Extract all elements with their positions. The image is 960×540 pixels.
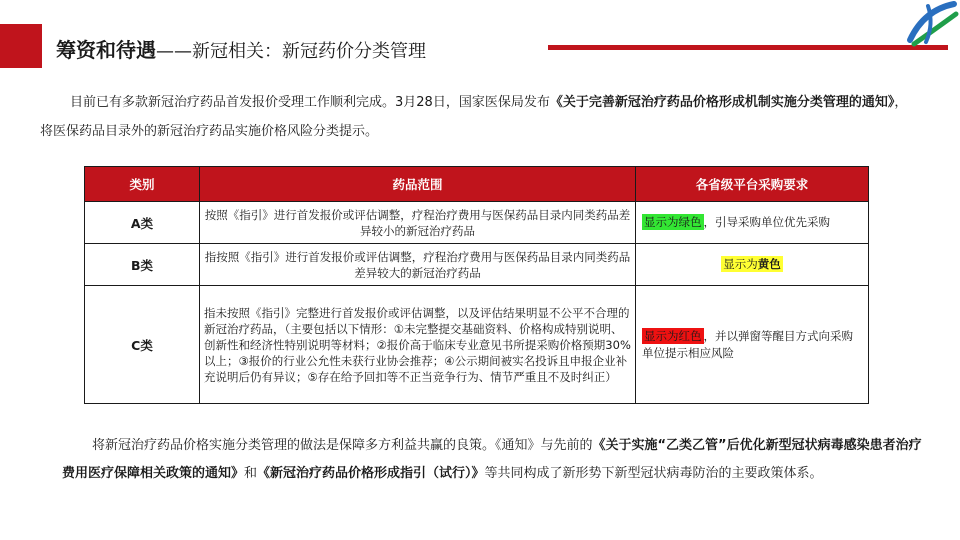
brand-logo-icon bbox=[904, 0, 960, 48]
conclusion-paragraph bbox=[62, 432, 922, 488]
table-row bbox=[85, 244, 869, 286]
requirement-color-word: 黄色 bbox=[757, 257, 781, 271]
row-requirement bbox=[636, 244, 869, 286]
header-category: 类别 bbox=[85, 167, 200, 202]
intro-notice-title: 《关于完善新冠治疗药品价格形成机制实施分类管理的通知》 bbox=[549, 95, 895, 110]
header-accent-block bbox=[0, 24, 42, 68]
intro-text-2: ，将医保药品目录外的新冠治疗药品实施价格风险分类提示。 bbox=[40, 95, 908, 139]
conclusion-notice-title-1: 《关于实施“乙类乙管”后优化新型冠状病毒感染患者治疗费用医疗保障相关政策的通知》 bbox=[62, 438, 922, 481]
title-underline bbox=[548, 45, 948, 50]
requirement-text: ，并以弹窗等醒目方式向采购单位提示相应风险 bbox=[642, 328, 853, 360]
header-scope: 药品范围 bbox=[200, 167, 636, 202]
row-requirement bbox=[636, 202, 869, 244]
intro-paragraph bbox=[40, 88, 920, 146]
row-category: A类 bbox=[85, 202, 200, 244]
red-highlight: 显示为红色 bbox=[644, 328, 702, 343]
conclusion-text-1: 将新冠治疗药品价格实施分类管理的做法是保障多方利益共赢的良策。《通知》与先前的 bbox=[92, 438, 593, 453]
title-dash: —— bbox=[156, 41, 192, 62]
conclusion-text-2: 和 bbox=[244, 466, 258, 481]
requirement-prefix: 显示为 bbox=[723, 257, 758, 271]
title-main: 筹资和待遇 bbox=[56, 38, 156, 62]
row-requirement bbox=[636, 286, 869, 404]
yellow-highlight bbox=[721, 256, 783, 272]
conclusion-text-3: 等共同构成了新形势下新型冠状病毒防治的主要政策体系。 bbox=[484, 466, 823, 481]
header-requirement: 各省级平台采购要求 bbox=[636, 167, 869, 202]
requirement-text: ，引导采购单位优先采购 bbox=[703, 215, 830, 229]
row-scope: 指按照《指引》进行首发报价或评估调整，疗程治疗费用与医保药品目录内同类药品差异较大的新冠治疗药品 bbox=[200, 244, 636, 286]
table-header-row bbox=[85, 167, 869, 202]
row-category: B类 bbox=[85, 244, 200, 286]
table-row bbox=[85, 286, 869, 404]
intro-text-1: 目前已有多款新冠治疗药品首发报价受理工作顺利完成。3月28日，国家医保局发布 bbox=[70, 95, 550, 110]
title-sub: 新冠相关：新冠药价分类管理 bbox=[192, 41, 426, 62]
row-scope: 按照《指引》进行首发报价或评估调整，疗程治疗费用与医保药品目录内同类药品差异较小的新冠治疗药品 bbox=[200, 202, 636, 244]
classification-table bbox=[84, 166, 869, 404]
row-scope: 指未按照《指引》完整进行首发报价或评估调整，以及评估结果明显不公平不合理的新冠治疗药品，（主要包括以下情形：①未完整提交基础资料、价格构成特别说明、创新性和经济性特别说明等材料；②报价高于临床专业意见书所提采购价格预期30%以上；③报价的行业公允性未获行业协会推荐；④公示期间被实名投诉且申报企业补充说明后仍有异议；⑤存在给予回扣等不正当竞争行为、情节严重且不及时纠正） bbox=[200, 286, 636, 404]
page-title bbox=[56, 34, 426, 63]
table-row bbox=[85, 202, 869, 244]
row-category: C类 bbox=[85, 286, 200, 404]
green-highlight: 显示为绿色 bbox=[644, 215, 702, 229]
conclusion-notice-title-2: 《新冠治疗药品价格形成指引（试行）》 bbox=[257, 466, 485, 481]
